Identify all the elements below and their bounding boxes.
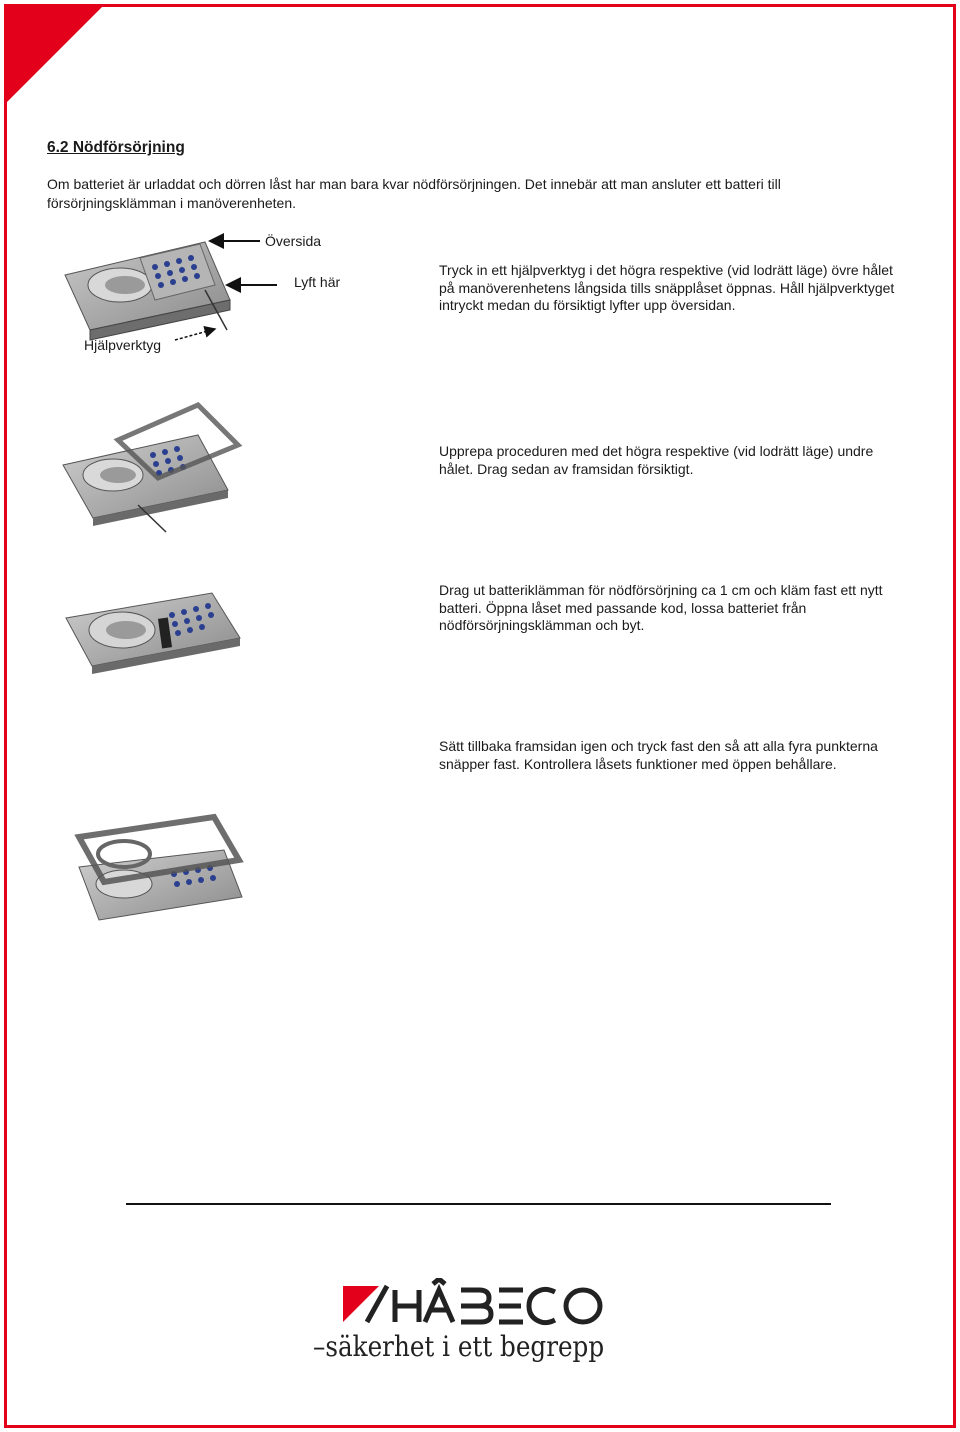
intro-text: Om batteriet är urladdat och dörren låst har man bara kvar nödförsörjningen. Det innebär att man ansluter ett batteri till försörjningsklämman i manöverenheten.	[47, 176, 781, 211]
step-4-text: Sätt tillbaka framsidan igen och tryck fast den så att alla fyra punkterna snäpper fast. Kontrollera låsets funktioner med öppen behållare.	[439, 738, 878, 772]
lock-illustration-reassembly	[74, 812, 246, 924]
step-2-text: Upprepa proceduren med det högra respektive (vid lodrätt läge) undre hålet. Drag sedan av framsidan försiktigt.	[439, 443, 874, 477]
step-3-text: Drag ut batteriklämman för nödförsörjning ca 1 cm och kläm fast ett nytt batteri. Öppna låset med passande kod, lossa batteriet från nödförsörjningsklämman och byt.	[439, 582, 883, 633]
tagline: –säkerhet i ett begrepp	[313, 1330, 605, 1363]
step-1-text: Tryck in ett hjälpverktyg i det högra respektive (vid lodrätt läge) övre hålet på manöverenhetens långsida tills snäpplåset öppnas. Håll hjälpverktyget intryckt medan du försiktigt lyfter upp översidan.	[439, 262, 895, 313]
page-border	[4, 4, 956, 1428]
label-hjalpverktyg: Hjälpverktyg	[84, 337, 162, 353]
label-lyft-har: Lyft här	[294, 274, 341, 290]
lock-illustration-lid-lifted	[58, 400, 248, 540]
lock-illustration-battery	[62, 588, 244, 678]
section-title: 6.2 Nödförsörjning	[47, 139, 185, 156]
corner-accent	[7, 7, 102, 102]
lock-illustration-closed	[55, 230, 295, 350]
habeco-logo	[343, 1278, 623, 1326]
footer-divider	[126, 1203, 831, 1205]
label-oversida: Översida	[265, 233, 322, 249]
